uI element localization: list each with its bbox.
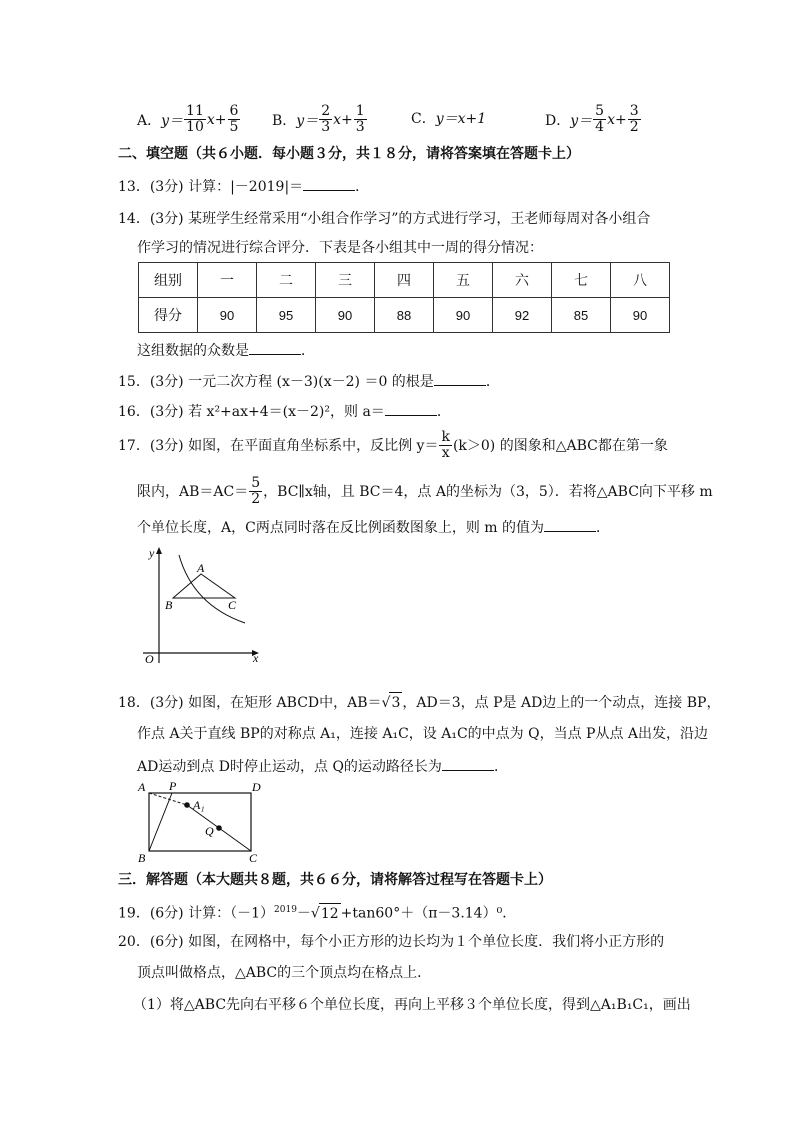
option-expr: x+ [206, 111, 227, 128]
question-18-line2: 作点 A关于直线 BP的对称点 A₁，连接 A₁C，设 A₁C的中点为 Q，当点 P从点 A出发，沿边 [137, 726, 709, 742]
table-cell: 90 [434, 298, 493, 333]
question-20-line2: 顶点叫做格点，△ABC的三个顶点均在格点上． [137, 965, 432, 981]
question-text: ，BC∥x轴，且 BC＝4，点 A的坐标为（3，5）．若将△ABC向下平移 m [263, 483, 713, 500]
label-p: P [169, 779, 177, 793]
question-17-line2 [137, 476, 713, 507]
sqrt-radicand: 12 [319, 903, 341, 924]
table-cell: 二 [257, 263, 316, 298]
table-cell: 85 [552, 298, 611, 333]
answer-blank [385, 401, 437, 416]
table-cell: 七 [552, 263, 611, 298]
answer-blank [442, 756, 494, 771]
table-cell: 六 [493, 263, 552, 298]
question-14-line1: 14．(3分) 某班学生经常采用“小组合作学习”的方式进行学习，王老师每周对各小组合 [118, 211, 651, 227]
question-text: ，AD＝3，点 P是 AD边上的一个动点，连接 BP， [402, 695, 721, 711]
point-q [216, 825, 222, 831]
option-letter: A． [137, 112, 162, 129]
label-c: C [249, 851, 258, 864]
question-text: 19．(6分) 计算：（－1） [118, 905, 275, 922]
table-cell: 五 [434, 263, 493, 298]
question-text: AD运动到点 D时停止运动，点 Q的运动路径长为 [137, 759, 442, 775]
question-13: 13．(3分) 计算：|－2019|＝ ． [118, 176, 369, 197]
table-row [139, 298, 670, 333]
question-text: 15．(3分) 一元二次方程 (x－3)(x－2) ＝0 的根是 [118, 374, 434, 390]
label-c: C [228, 598, 237, 612]
question-text: (k＞0) 的图象和△ABC都在第一象 [452, 437, 668, 454]
option-expr: x+ [607, 111, 627, 128]
point-a1 [184, 802, 190, 808]
question-text: 这组数据的众数是 [137, 343, 249, 359]
answer-blank [434, 371, 486, 386]
table-cell: 四 [375, 263, 434, 298]
question-text: +tan60°＋（π－3.14）⁰． [340, 905, 517, 922]
sqrt-sign: √ [310, 905, 320, 922]
label-a1: A₁ [193, 798, 205, 812]
fraction: $\frac{5}{2}$ [251, 475, 261, 507]
question-19 [118, 900, 516, 924]
question-text: 16．(3分) 若 x²+ax+4＝(x－2)²，则 a＝ [118, 404, 385, 420]
question-18-line1 [118, 692, 720, 713]
question-15: 15．(3分) 一元二次方程 (x－3)(x－2) ＝0 的根是 ． [118, 371, 500, 392]
option-expr: y＝x+1 [435, 111, 487, 127]
hyperbola-curve [179, 555, 245, 623]
question-17-line1 [118, 430, 668, 461]
question-text: 18．(3分) 如图，在矩形 ABCD中，AB＝ [118, 695, 382, 711]
fraction: $\frac{3}{2}$ [629, 103, 639, 135]
question-16: 16．(3分) 若 x²+ax+4＝(x－2)²，则 a＝ ． [118, 401, 451, 422]
table-cell: 92 [493, 298, 552, 333]
option-b [272, 104, 368, 135]
table-header-cell: 得分 [139, 298, 198, 333]
option-letter: B． [272, 112, 297, 129]
option-letter: D． [545, 112, 571, 129]
question-text: 17．(3分) 如图，在平面直角坐标系中，反比例 y＝ [118, 437, 439, 454]
answer-blank [544, 517, 596, 532]
table-header-cell: 组别 [139, 263, 198, 298]
label-q: Q [205, 824, 214, 838]
option-c [411, 108, 486, 128]
table-cell: 90 [198, 298, 257, 333]
y-axis-arrow [156, 547, 162, 554]
sqrt-sign: √ [381, 695, 391, 711]
fraction: $\frac{6}{5}$ [229, 103, 239, 135]
question-18-line3: AD运动到点 D时停止运动，点 Q的运动路径长为 ． [137, 756, 508, 777]
triangle-abc [173, 574, 235, 598]
table-cell: 95 [257, 298, 316, 333]
option-expr: y＝ [296, 112, 319, 129]
question-14-line2: 作学习的情况进行综合评分．下表是各小组其中一周的得分情况： [137, 240, 543, 256]
fraction: $\frac{1}{3}$ [355, 103, 365, 135]
option-expr: y＝ [161, 112, 184, 129]
figure-18-rectangle [135, 778, 265, 864]
question-text: 13．(3分) 计算：|－2019|＝ [118, 179, 304, 195]
sqrt-radicand: 3 [389, 692, 402, 713]
section-3-title: 三．解答题（本大题共８题，共６６分，请将解答过程写在答题卡上） [118, 872, 552, 888]
answer-blank [303, 176, 355, 191]
table-cell: 90 [611, 298, 670, 333]
fraction: $\frac{2}{3}$ [321, 103, 331, 135]
question-14-line3: 这组数据的众数是 ． [137, 340, 315, 361]
answer-blank [249, 340, 301, 355]
label-b: B [165, 598, 173, 612]
option-letter: C． [411, 111, 436, 127]
question-17-line3: 个单位长度，A，C两点同时落在反比例函数图象上，则 m 的值为 ． [137, 517, 610, 538]
label-a: A [197, 561, 205, 575]
table-cell: 三 [316, 263, 375, 298]
table-cell: 88 [375, 298, 434, 333]
score-table [138, 262, 670, 333]
label-b: B [138, 851, 146, 864]
section-2-title: 二、填空题（共６小题．每小题３分，共１８分，请将答案填在答题卡上） [118, 146, 580, 162]
figure-17-coordinate-plane [135, 545, 270, 670]
table-cell: 90 [316, 298, 375, 333]
option-expr: x+ [333, 111, 353, 128]
label-x: x [253, 651, 259, 665]
question-text: 限内，AB＝AC＝ [137, 483, 249, 500]
option-d [545, 104, 642, 135]
fraction: $\frac{5}{4}$ [595, 103, 605, 135]
question-20-line1: 20．(6分) 如图，在网格中，每个小正方形的边长均为１个单位长度．我们将小正方形的 [118, 934, 665, 950]
label-y: y [149, 546, 155, 560]
question-text: 个单位长度，A，C两点同时落在反比例函数图象上，则 m 的值为 [137, 520, 544, 536]
label-o: O [145, 652, 154, 666]
question-20-line3: （1）将△ABC先向右平移６个单位长度，再向上平移３个单位长度，得到△A₁B₁C₁，画出 [133, 997, 691, 1013]
option-a [137, 104, 241, 135]
option-expr: y＝ [570, 112, 593, 129]
fraction: $\frac{11}{10}$ [186, 103, 204, 135]
fraction: $\frac{k}{x}$ [441, 429, 450, 461]
table-cell: 八 [611, 263, 670, 298]
label-d: D [252, 780, 261, 794]
label-a: A [138, 780, 146, 794]
segment-bp [149, 793, 172, 851]
exponent: 2019 [274, 905, 297, 915]
table-cell: 一 [198, 263, 257, 298]
table-row [139, 263, 670, 298]
question-text: － [296, 905, 311, 922]
